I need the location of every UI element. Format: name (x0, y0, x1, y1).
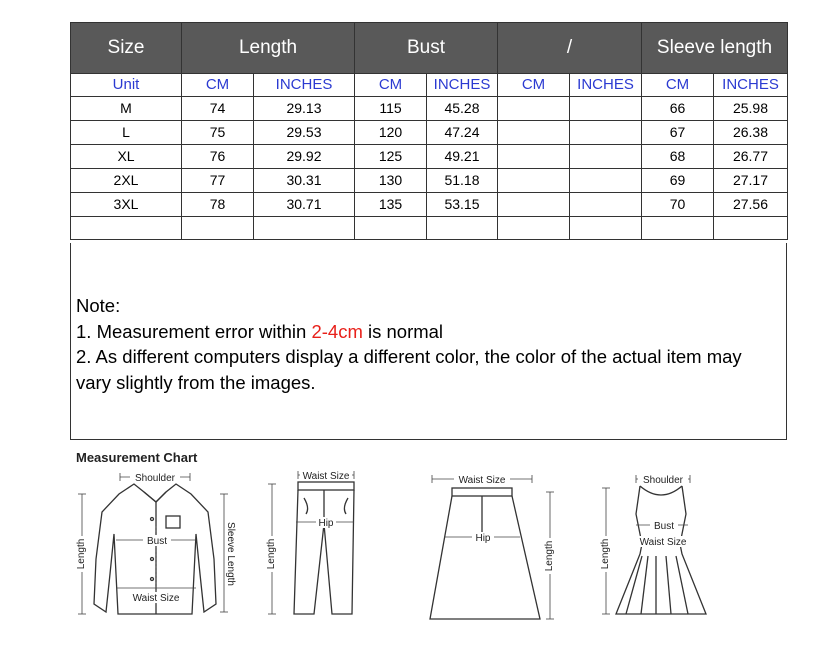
empty-cell (355, 217, 427, 240)
unit-cell: CM (182, 74, 254, 97)
header-bust: Bust (355, 23, 498, 74)
table-cell: 78 (182, 193, 254, 217)
table-cell (570, 145, 642, 169)
table-cell: 120 (355, 121, 427, 145)
table-cell (498, 193, 570, 217)
table-cell (570, 97, 642, 121)
table-cell (570, 193, 642, 217)
table-row (71, 193, 788, 217)
dress-bust-label: Bust (653, 521, 675, 532)
table-cell (498, 97, 570, 121)
note-line-1-suffix: is normal (362, 320, 444, 342)
table-cell: 69 (642, 169, 714, 193)
measurement-chart-title: Measurement Chart (76, 450, 198, 465)
table-cell: 26.38 (714, 121, 788, 145)
header-slash: / (498, 23, 642, 74)
shirt-waist-label: Waist Size (132, 593, 180, 604)
table-cell: 26.77 (714, 145, 788, 169)
unit-cell: CM (498, 74, 570, 97)
table-cell: 68 (642, 145, 714, 169)
dress-shoulder-label: Shoulder (642, 475, 684, 486)
table-cell: 67 (642, 121, 714, 145)
table-cell: 30.31 (254, 169, 355, 193)
table-cell (498, 121, 570, 145)
shirt-sleeve-label: Sleeve Length (225, 522, 236, 586)
skirt-icon (420, 464, 570, 634)
size-cell: L (71, 121, 182, 145)
empty-cell (182, 217, 254, 240)
empty-cell (498, 217, 570, 240)
note-text (76, 293, 781, 395)
table-cell: 51.18 (427, 169, 498, 193)
pants-waist-label: Waist Size (302, 471, 350, 482)
table-cell: 130 (355, 169, 427, 193)
size-cell: XL (71, 145, 182, 169)
table-row (71, 145, 788, 169)
dress-icon (596, 464, 721, 634)
size-cell: 2XL (71, 169, 182, 193)
table-cell: 29.13 (254, 97, 355, 121)
unit-cell: INCHES (570, 74, 642, 97)
skirt-length-label: Length (544, 540, 555, 572)
table-cell: 49.21 (427, 145, 498, 169)
table-row (71, 97, 788, 121)
table-cell: 27.56 (714, 193, 788, 217)
dress-waist-label: Waist Size (639, 537, 687, 548)
empty-cell (427, 217, 498, 240)
table-cell: 125 (355, 145, 427, 169)
unit-cell: CM (355, 74, 427, 97)
pants-length-label: Length (266, 538, 277, 570)
skirt-diagram (420, 464, 570, 634)
table-cell: 29.53 (254, 121, 355, 145)
dress-diagram (596, 464, 721, 634)
header-size: Size (71, 23, 182, 74)
header-length: Length (182, 23, 355, 74)
dress-length-label: Length (600, 538, 611, 570)
empty-cell (570, 217, 642, 240)
pants-diagram (264, 464, 364, 634)
table-cell: 115 (355, 97, 427, 121)
shirt-icon (74, 464, 244, 634)
table-cell (498, 145, 570, 169)
empty-cell (71, 217, 182, 240)
table-cell: 77 (182, 169, 254, 193)
shirt-bust-label: Bust (146, 536, 168, 547)
header-sleeve-length: Sleeve length (642, 23, 788, 74)
table-row (71, 121, 788, 145)
pants-icon (264, 464, 364, 634)
note-title: Note: (76, 295, 121, 316)
empty-cell (642, 217, 714, 240)
table-row (71, 169, 788, 193)
table-cell: 45.28 (427, 97, 498, 121)
skirt-hip-label: Hip (475, 533, 491, 544)
table-cell: 76 (182, 145, 254, 169)
shirt-diagram (74, 464, 244, 634)
table-cell (570, 169, 642, 193)
note-line-1 (76, 319, 781, 345)
table-cell: 29.92 (254, 145, 355, 169)
skirt-waist-label: Waist Size (458, 475, 506, 486)
unit-cell: INCHES (254, 74, 355, 97)
table-header-row (71, 23, 788, 74)
table-cell: 75 (182, 121, 254, 145)
table-cell: 47.24 (427, 121, 498, 145)
empty-cell (714, 217, 788, 240)
table-cell: 30.71 (254, 193, 355, 217)
empty-cell (254, 217, 355, 240)
unit-cell: INCHES (714, 74, 788, 97)
table-cell: 66 (642, 97, 714, 121)
unit-cell: INCHES (427, 74, 498, 97)
unit-label: Unit (71, 74, 182, 97)
table-cell: 53.15 (427, 193, 498, 217)
table-empty-row (71, 217, 788, 240)
table-cell: 70 (642, 193, 714, 217)
shirt-shoulder-label: Shoulder (134, 473, 176, 484)
unit-cell: CM (642, 74, 714, 97)
table-cell: 27.17 (714, 169, 788, 193)
table-cell (498, 169, 570, 193)
table-cell: 74 (182, 97, 254, 121)
table-cell (570, 121, 642, 145)
table-unit-row (71, 74, 788, 97)
note-box (70, 243, 787, 440)
note-line-1-highlight: 2-4cm (311, 320, 363, 342)
pants-hip-label: Hip (318, 518, 334, 529)
shirt-length-label: Length (76, 538, 87, 570)
note-line-1-prefix: 1. Measurement error within (76, 320, 312, 342)
size-cell: 3XL (71, 193, 182, 217)
table-cell: 25.98 (714, 97, 788, 121)
table-cell: 135 (355, 193, 427, 217)
size-table (70, 22, 788, 240)
size-cell: M (71, 97, 182, 121)
note-line-2: 2. As different computers display a different color, the color of the actual item may vary slightly from the images. (76, 346, 742, 393)
